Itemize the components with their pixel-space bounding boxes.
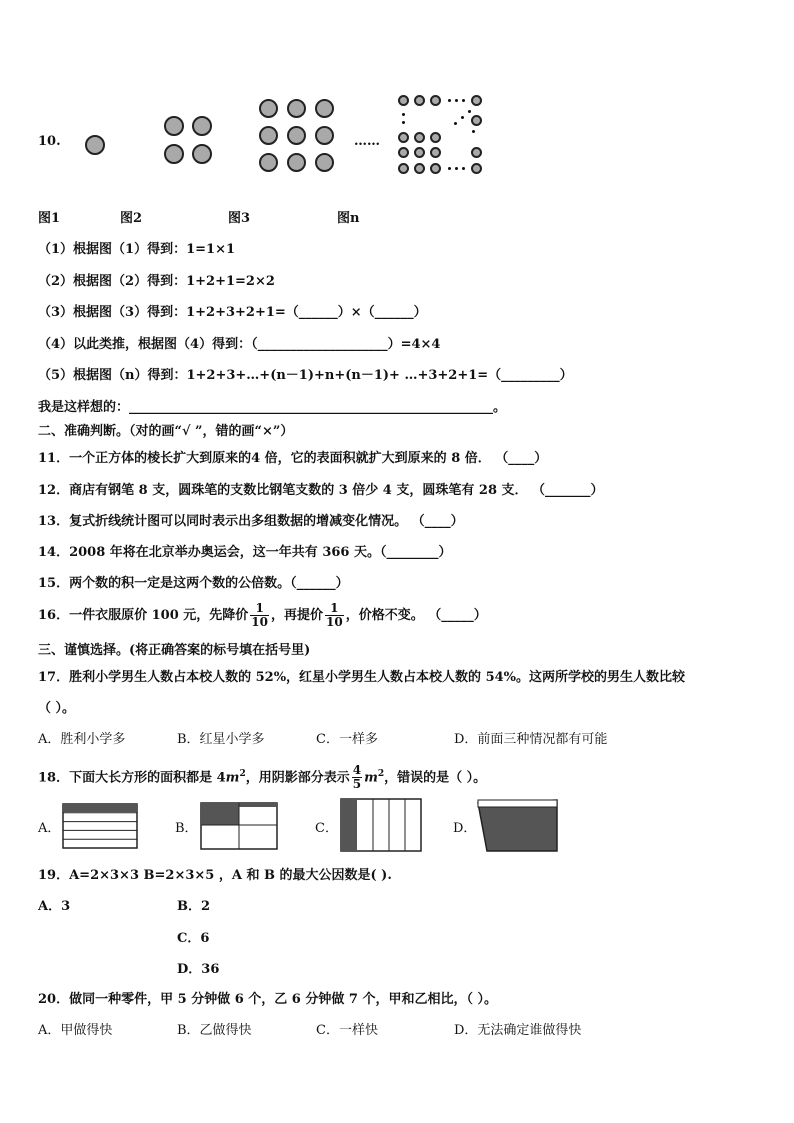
rectangle-diagram-c xyxy=(340,798,422,852)
question-15: 15．两个数的积一定是这两个数的公倍数。（______） xyxy=(38,576,349,591)
q18-mid: ，用阴影部分表示 xyxy=(245,770,350,786)
section-title-3: 三、谨慎选择。(将正确答案的标号填在括号里) xyxy=(38,643,311,658)
q10-thinking: 我是这样想的：________________________________________________________。 xyxy=(38,400,507,415)
option-a: A．甲做得快 xyxy=(38,1023,113,1038)
q16-pre: 16．一件衣服原价 100 元，先降价 xyxy=(38,608,249,623)
q16-post: ，价格不变。 （_____） xyxy=(345,608,487,623)
ellipsis: …… xyxy=(354,134,380,149)
option-d: D．无法确定谁做得快 xyxy=(454,1023,582,1038)
fraction: $\frac{1}{10}$ xyxy=(326,601,343,629)
option-c: C．一样快 xyxy=(316,1023,378,1038)
option-c: C． xyxy=(315,821,338,836)
fig-label-n: 图n xyxy=(337,211,360,226)
question-20: 20．做同一种零件，甲 5 分钟做 6 个，乙 6 分钟做 7 个，甲和乙相比，（ ）。 xyxy=(38,992,498,1007)
question-16 xyxy=(38,600,487,632)
rectangle-diagram-a xyxy=(62,803,138,849)
q18-post: ，错误的是（ ）。 xyxy=(384,770,487,786)
question-11: 11．一个正方体的棱长扩大到原来的4 倍，它的表面积就扩大到原来的 8 倍． （____） xyxy=(38,451,548,466)
option-a: A． xyxy=(38,821,61,836)
option-c: C．6 xyxy=(177,931,210,946)
option-d: D． xyxy=(453,821,477,836)
unit: m xyxy=(364,770,378,786)
option-b: B．乙做得快 xyxy=(177,1023,252,1038)
option-a: A．胜利小学多 xyxy=(38,732,126,747)
unit-sup: 2 xyxy=(239,769,246,779)
question-number: 10. xyxy=(38,134,61,149)
rectangle-diagram-b xyxy=(200,802,278,850)
q10-line-2: （2）根据图（2）得到：1+2+1=2×2 xyxy=(38,274,275,289)
q16-mid: ，再提价 xyxy=(270,608,323,623)
option-d: D．36 xyxy=(177,962,220,977)
fig-label-2: 图2 xyxy=(120,211,143,226)
fig-label-3: 图3 xyxy=(228,211,251,226)
question-17-blank: （ ）。 xyxy=(38,701,76,716)
option-a: A．3 xyxy=(38,899,71,914)
option-b: B．2 xyxy=(177,899,211,914)
q18-pre: 18．下面大长方形的面积都是 4 xyxy=(38,770,226,786)
q10-line-3: （3）根据图（3）得到：1+2+3+2+1=（______）×（______） xyxy=(38,305,427,320)
option-c: C．一样多 xyxy=(316,732,378,747)
section-title-2: 二、准确判断。（对的画“√ ”，错的画“×”） xyxy=(38,424,294,439)
fig-label-1: 图1 xyxy=(38,211,61,226)
question-12: 12．商店有钢笔 8 支，圆珠笔的支数比钢笔支数的 3 倍少 4 支，圆珠笔有 28 支． （_______） xyxy=(38,483,604,498)
unit-sup: 2 xyxy=(377,769,385,779)
question-18 xyxy=(38,758,486,794)
option-b: B．红星小学多 xyxy=(177,732,265,747)
question-17: 17．胜利小学男生人数占本校人数的 52%，红星小学男生人数占本校人数的 54%。这两所学校的男生人数比较 xyxy=(38,670,686,685)
q10-line-4: （4）以此类推，根据图（4）得到：（____________________）=4×4 xyxy=(38,337,441,352)
q10-line-5: （5）根据图（n）得到：1+2+3+…+(n－1)+n+(n－1)+ …+3+2+1=（_________） xyxy=(38,368,573,383)
fraction: $\frac{4}{5}$ xyxy=(352,763,362,792)
q10-line-1: （1）根据图（1）得到：1=1×1 xyxy=(38,242,236,257)
unit: m xyxy=(225,770,240,786)
option-d: D．前面三种情况都有可能 xyxy=(454,732,608,747)
option-b: B． xyxy=(175,821,198,836)
question-19: 19．A=2×3×3 B=2×3×5 ，A 和 B 的最大公因数是( ). xyxy=(38,868,392,883)
rectangle-diagram-d xyxy=(477,799,559,853)
fraction: $\frac{1}{10}$ xyxy=(251,601,268,629)
question-13: 13．复式折线统计图可以同时表示出多组数据的增减变化情况。 （____） xyxy=(38,514,464,529)
question-14: 14．2008 年将在北京举办奥运会，这一年共有 366 天。（________） xyxy=(38,545,452,560)
